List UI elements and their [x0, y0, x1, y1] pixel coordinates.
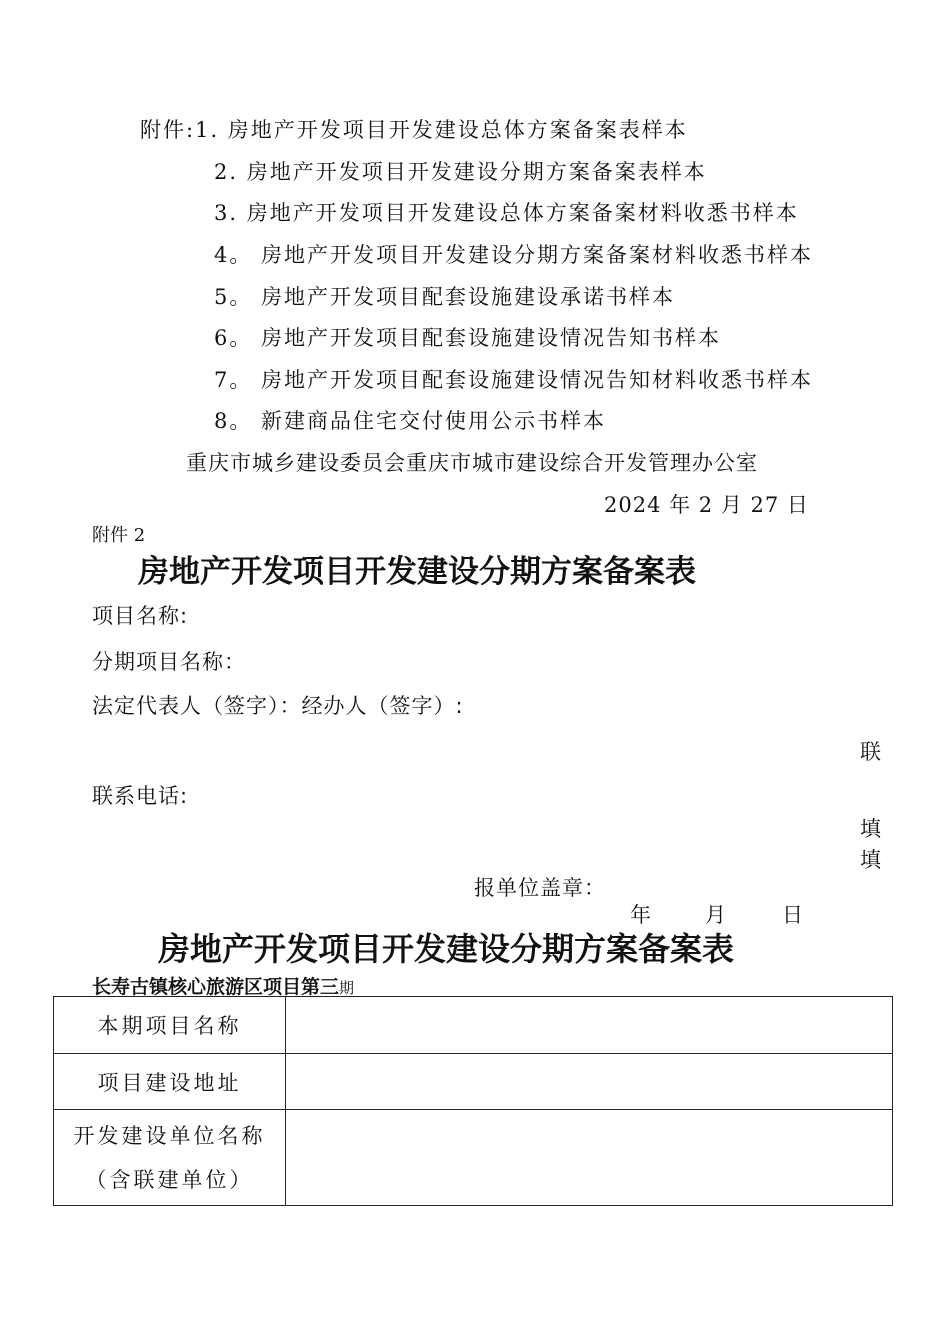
issue-date: 2024 年 2 月 27 日 [604, 493, 809, 517]
attachment-item: 8。 新建商品住宅交付使用公示书样本 [214, 409, 607, 433]
side-char: 联 [860, 740, 882, 764]
date-day: 日 [782, 903, 804, 927]
side-char: 填 [860, 817, 882, 841]
row-label-line: （含联建单位） [85, 1167, 254, 1192]
attachment-item: 7。 房地产开发项目配套设施建设情况告知材料收悉书样本 [214, 368, 814, 392]
row-label: 项目建设地址 [54, 1054, 286, 1110]
project-name-label: 项目名称: [92, 604, 189, 628]
legal-rep-label: 法定代表人（签字）：经办人（签字）: [92, 694, 464, 718]
side-char: 填 [860, 848, 882, 872]
table-subtitle-suffix: 期 [339, 979, 355, 997]
table-subtitle-text: 长寿古镇核心旅游区项目第三 [92, 976, 340, 998]
table-title: 房地产开发项目开发建设分期方案备案表 [158, 930, 735, 968]
attachment-item: 6。 房地产开发项目配套设施建设情况告知书样本 [214, 326, 722, 350]
table-subtitle [92, 972, 354, 999]
attachment-item: 3. 房地产开发项目开发建设总体方案备案材料收悉书样本 [214, 201, 799, 225]
row-label: 本期项目名称 [54, 997, 286, 1054]
seal-label: 报单位盖章： [474, 876, 606, 900]
attachment-line-1 [140, 114, 688, 144]
row-label [54, 1110, 286, 1206]
attachment-item: 2. 房地产开发项目开发建设分期方案备案表样本 [214, 160, 707, 184]
filing-table [53, 996, 893, 1206]
form-title: 房地产开发项目开发建设分期方案备案表 [138, 554, 696, 590]
attachment-item: 1. 房地产开发项目开发建设总体方案备案表样本 [195, 118, 688, 142]
row-value[interactable] [286, 1054, 893, 1110]
row-label-line: 开发建设单位名称 [73, 1123, 266, 1148]
row-value[interactable] [286, 997, 893, 1054]
attachment-item: 5。 房地产开发项目配套设施建设承诺书样本 [214, 285, 676, 309]
table-row [54, 1110, 893, 1206]
attachment-prefix: 附件: [140, 118, 196, 142]
table-row [54, 997, 893, 1054]
contact-phone-label: 联系电话: [92, 784, 189, 808]
date-month: 月 [705, 903, 727, 927]
attachment-item: 4。 房地产开发项目开发建设分期方案备案材料收悉书样本 [214, 243, 814, 267]
phase-project-name-label: 分期项目名称： [92, 650, 246, 674]
row-value[interactable] [286, 1110, 893, 1206]
issuer: 重庆市城乡建设委员会重庆市城市建设综合开发管理办公室 [186, 451, 758, 475]
attachment2-label: 附件 2 [92, 525, 146, 546]
date-year: 年 [630, 903, 652, 927]
table-row [54, 1054, 893, 1110]
